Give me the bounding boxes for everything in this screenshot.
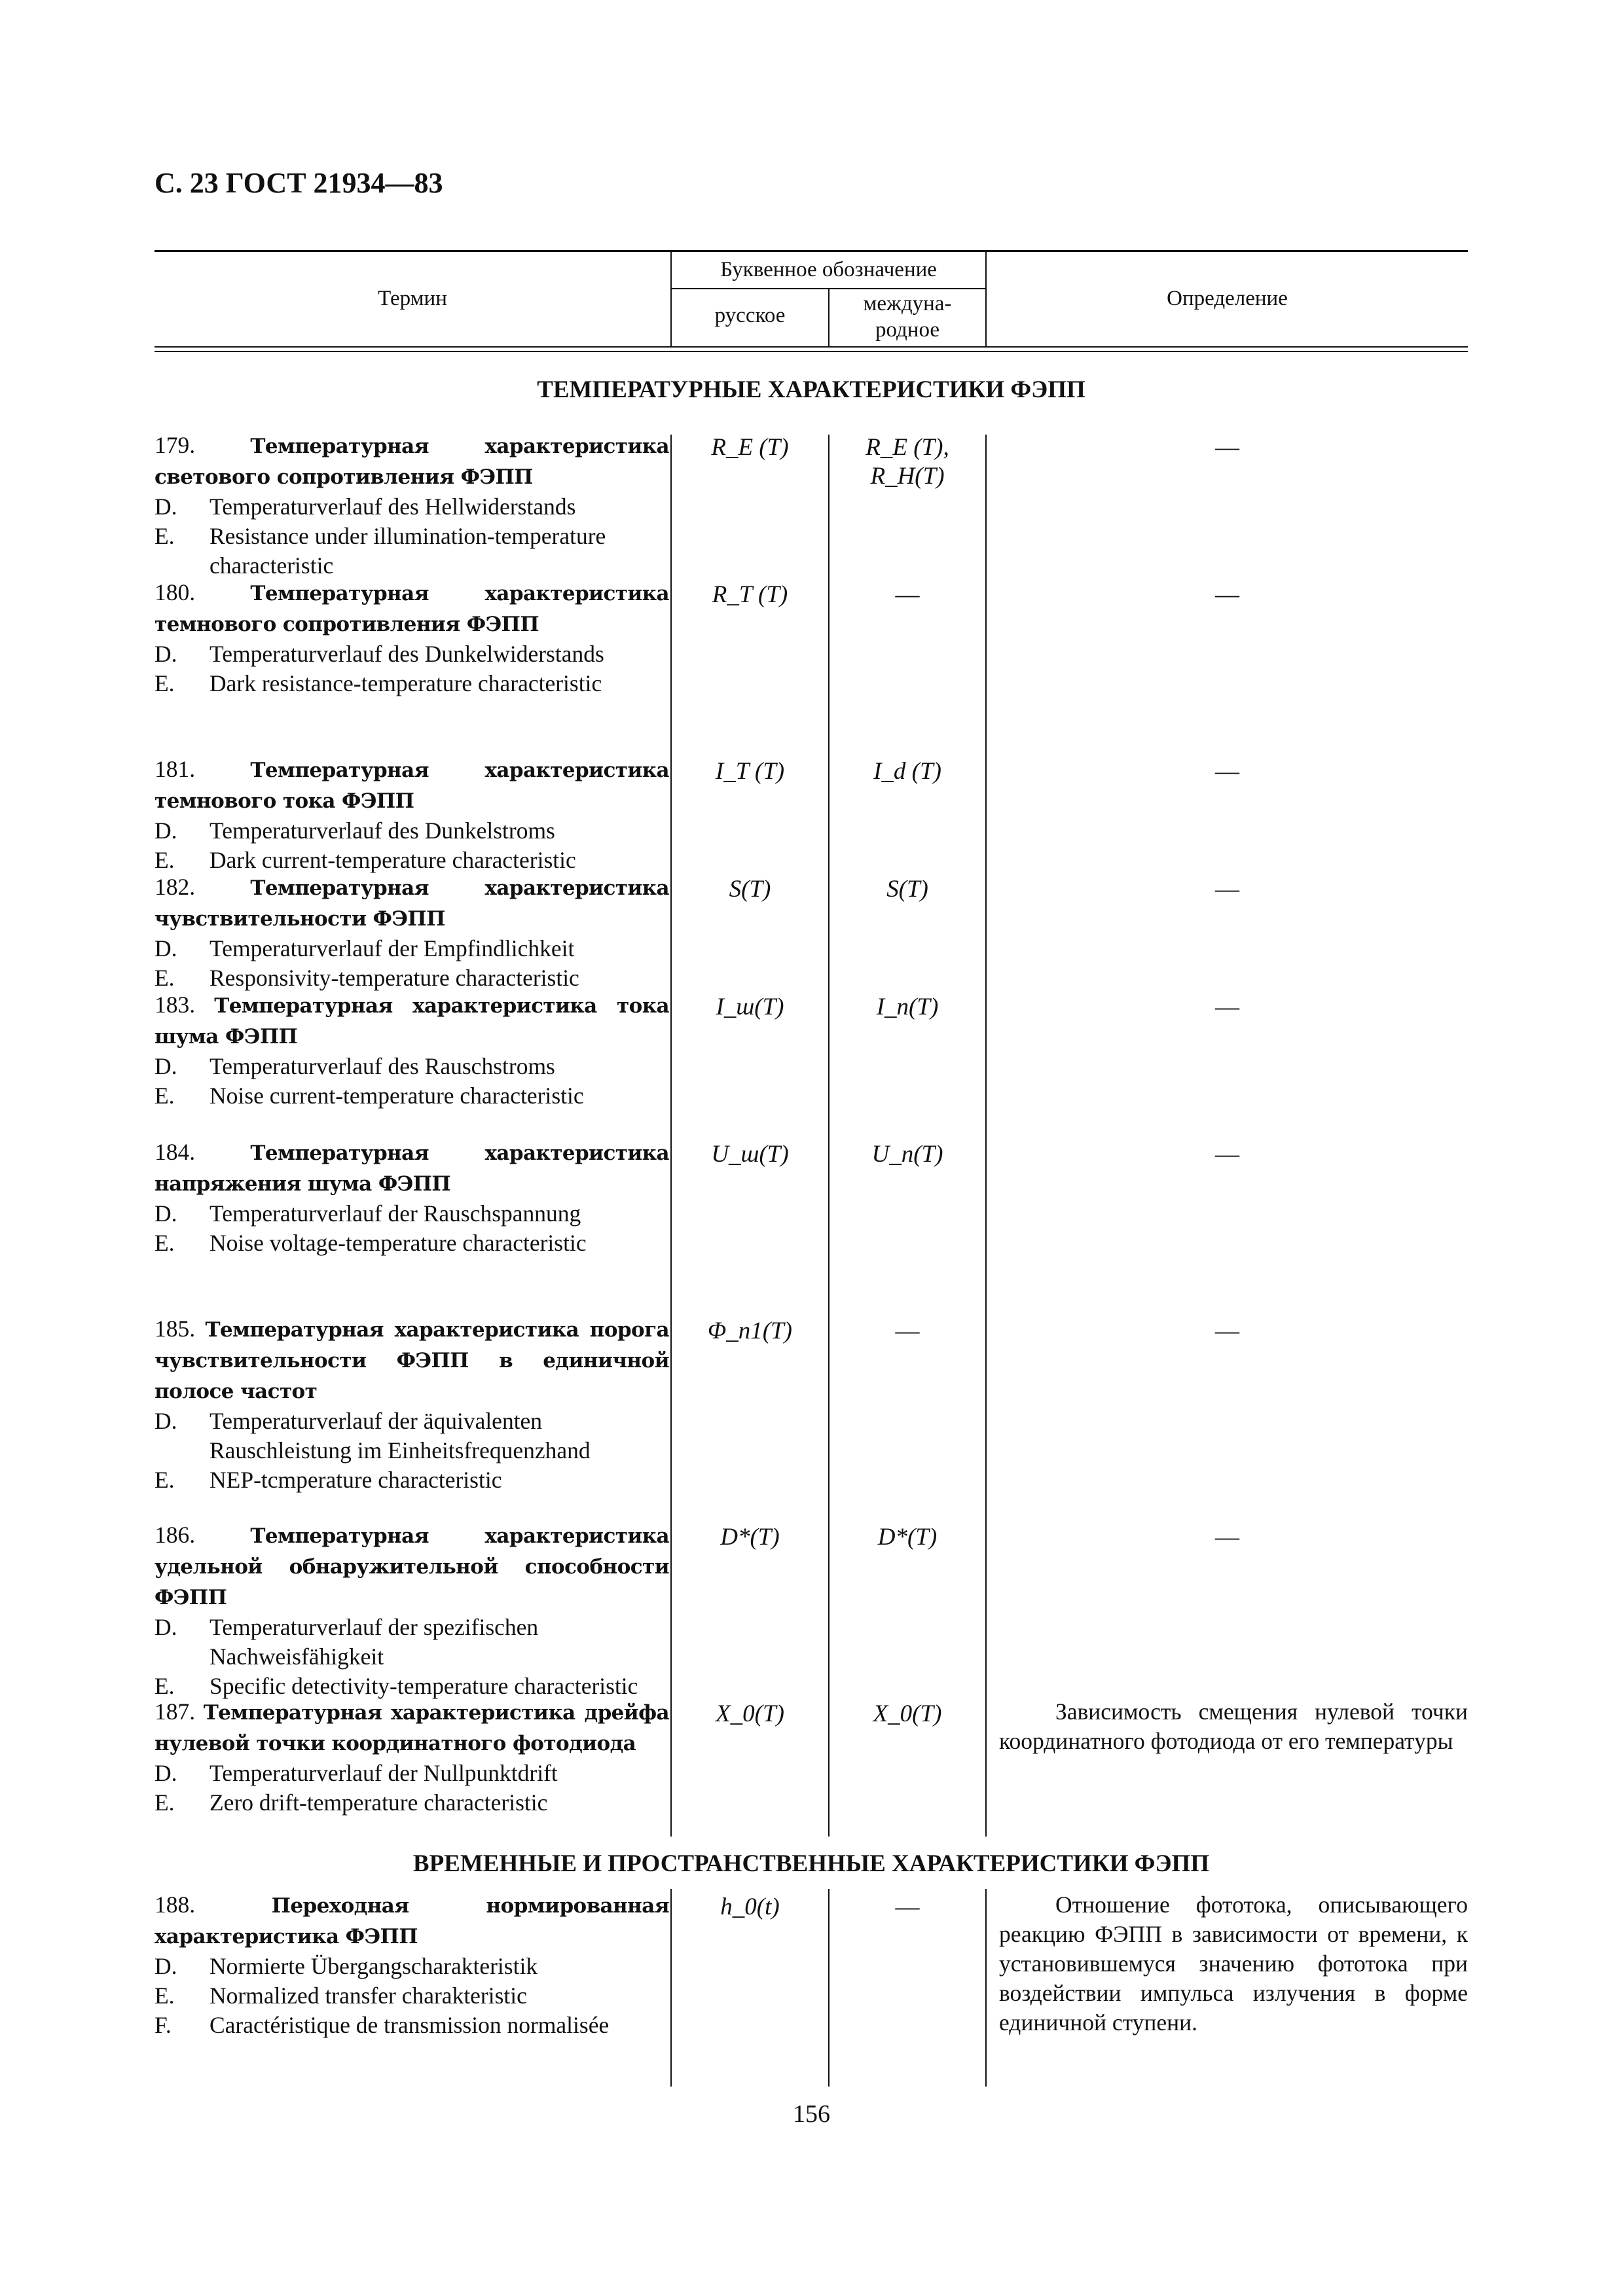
term-entry-184 [155,1138,669,1258]
term-entry-186 [155,1520,669,1701]
header-international-line2: родное [875,318,940,342]
header-term: Термин [378,287,447,310]
definition: — [1215,876,1239,903]
definition: — [1215,758,1239,785]
definition: — [1215,1524,1239,1551]
column-rule [985,435,987,1837]
term-entry-182 [155,872,669,993]
header-bottom-rule-2 [155,351,1468,352]
term-name: 188. Переходная нормированная характеристика ФЭПП [155,1892,669,1948]
ru-symbol: X_0(T) [716,1700,784,1727]
section-title-time-space: ВРЕМЕННЫЕ И ПРОСТРАНСТВЕННЫЕ ХАРАКТЕРИСТИКИ ФЭПП [412,1850,1210,1877]
term-entry-188 [155,1890,669,2040]
intl-symbol: S(T) [886,876,928,903]
english-equivalent: E. Normalized transfer charakteristic [155,1982,527,2009]
english-equivalent: E. Resistance under illumination-temperature characteristic [155,523,606,579]
intl-symbol: U_n(T) [871,1141,943,1168]
ru-symbol: I_ш(T) [716,994,784,1020]
section-title-temperature: ТЕМПЕРАТУРНЫЕ ХАРАКТЕРИСТИКИ ФЭПП [537,376,1085,403]
german-equivalent: D. Temperaturverlauf des Dunkelwiderstands [155,641,604,667]
term-name: 179. Температурная характеристика светового сопротивления ФЭПП [155,432,669,489]
ru-symbol: R_T (T) [712,581,788,608]
english-equivalent: E. Noise voltage-temperature characteristic [155,1230,587,1256]
header-international-line1: междуна- [863,292,952,315]
english-equivalent: E. Noise current-temperature characteristic [155,1083,584,1109]
definition: — [1215,1141,1239,1168]
intl-symbol: — [895,581,920,608]
definition: Отношение фототока, описывающего реакцию ФЭПП в зависимости от времени, к установившемуся значению фототока при воздействии импульса излучения в форме единичной ступени. [999,1892,1468,2036]
intl-symbol: X_0(T) [873,1700,942,1727]
intl-symbol: R_E (T), R_H(T) [866,434,949,490]
term-name: 184. Температурная характеристика напряжения шума ФЭПП [155,1139,669,1196]
intl-symbol: — [895,1318,920,1344]
definition: — [1215,434,1239,461]
english-equivalent: E. Dark current-temperature characteristic [155,847,576,873]
header-bottom-rule [155,346,1468,348]
ru-symbol: R_E (T) [711,434,789,461]
definition: — [1215,994,1239,1020]
term-name: 186. Температурная характеристика удельной обнаружительной способности ФЭПП [155,1522,669,1609]
column-rule [670,435,672,1837]
definition: — [1215,581,1239,608]
ru-symbol: I_T (T) [715,758,785,785]
term-name: 187. Температурная характеристика дрейфа нулевой точки координатного фотодиода [155,1698,669,1755]
ru-symbol: h_0(t) [720,1893,780,1920]
term-entry-185 [155,1314,669,1495]
term-name: 180. Температурная характеристика темнового сопротивления ФЭПП [155,579,669,636]
german-equivalent: D. Temperaturverlauf der äquivalenten Rauschleistung im Einheitsfrequenzhand [155,1408,591,1463]
german-equivalent: D. Temperaturverlauf der Nullpunktdrift [155,1760,558,1786]
header-top-rule [155,250,1468,252]
english-equivalent: E. Zero drift-temperature characteristic [155,1789,548,1816]
definition: — [1215,1318,1239,1344]
term-entry-179 [155,431,669,581]
column-rule [985,1889,987,2087]
ru-symbol: D*(T) [720,1524,780,1551]
ru-symbol: S(T) [729,876,771,903]
header-international [830,291,985,343]
term-entry-183 [155,990,669,1111]
ru-symbol: Φ_п1(T) [708,1318,792,1344]
english-equivalent: E. Dark resistance-temperature characteristic [155,670,602,696]
german-equivalent: D. Temperaturverlauf der Rauschspannung [155,1200,581,1227]
german-equivalent: D. Temperaturverlauf des Rauschstroms [155,1053,555,1079]
german-equivalent: D. Temperaturverlauf der spezifischen Nachweisfähigkeit [155,1614,539,1670]
ru-symbol: U_ш(T) [711,1141,789,1168]
term-entry-187 [155,1697,669,1818]
french-equivalent: F. Caractéristique de transmission normalisée [155,2012,610,2038]
term-name: 181. Температурная характеристика темнового тока ФЭПП [155,756,669,813]
term-name: 185. Температурная характеристика порога чувствительности ФЭПП в единичной полосе частот [155,1316,670,1403]
column-rule [828,435,830,1837]
term-name: 183. Температурная характеристика тока шума ФЭПП [155,992,669,1049]
term-entry-180 [155,578,669,698]
english-equivalent: E. NEP-tcmperature characteristic [155,1467,502,1493]
term-entry-181 [155,755,669,875]
intl-symbol: — [895,1893,920,1920]
definition: Зависимость смещения нулевой точки координатного фотодиода от его температуры [999,1698,1468,1754]
header-definition: Определение [1167,287,1288,310]
header-russian: русское [714,304,786,327]
intl-symbol: I_d (T) [873,758,941,785]
term-name: 182. Температурная характеристика чувствительности ФЭПП [155,874,669,931]
german-equivalent: D. Temperaturverlauf des Dunkelstroms [155,817,555,844]
page-number: 156 [793,2100,830,2128]
german-equivalent: D. Temperaturverlauf des Hellwiderstands [155,493,576,520]
header-letter-designation: Буквенное обозначение [720,258,937,281]
running-head: С. 23 ГОСТ 21934—83 [155,167,443,199]
intl-symbol: D*(T) [877,1524,938,1551]
english-equivalent: E. Specific detectivity-temperature characteristic [155,1673,638,1699]
german-equivalent: D. Temperaturverlauf der Empfindlichkeit [155,935,575,961]
intl-symbol: I_n(T) [876,994,939,1020]
german-equivalent: D. Normierte Übergangscharakteristik [155,1953,538,1979]
english-equivalent: E. Responsivity-temperature characteristic [155,965,579,991]
